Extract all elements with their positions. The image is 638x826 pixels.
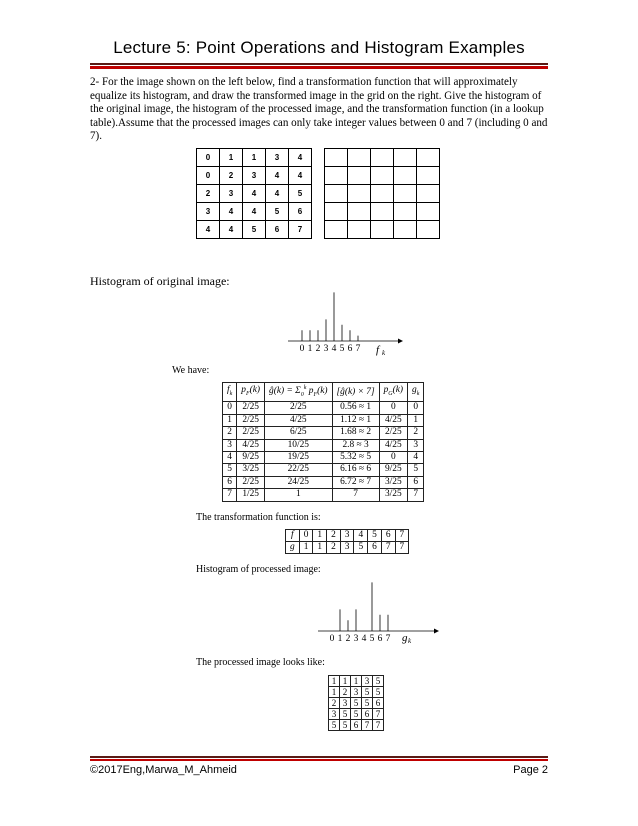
pixel-cell: 3: [266, 149, 289, 167]
transformation-table: [285, 529, 409, 554]
main-table-cell: 7: [408, 489, 424, 501]
pixel-cell: 4: [220, 221, 243, 239]
g-value-cell: 1: [299, 542, 313, 554]
empty-cell: [394, 149, 417, 167]
main-table-cell: 6.16 ≈ 6: [332, 464, 379, 476]
pixel-cell: 3: [197, 203, 220, 221]
empty-grid-row: [325, 185, 440, 203]
main-table-cell: 3/25: [379, 489, 407, 501]
processed-pixel-cell: 3: [340, 698, 351, 709]
main-table-cell: 10/25: [265, 439, 332, 451]
main-table-cell: 1: [408, 414, 424, 426]
f-label: f: [286, 530, 300, 542]
f-value-cell: 0: [299, 530, 313, 542]
pixel-cell: 4: [243, 203, 266, 221]
histogram-tick-label: 3: [353, 634, 359, 644]
axis-label: f: [376, 344, 380, 356]
pixel-cell: 1: [220, 149, 243, 167]
grid-row: [197, 149, 312, 167]
footer-copyright: ©2017Eng,Marwa_M_Ahmeid: [90, 764, 237, 776]
processed-pixel-cell: 1: [340, 676, 351, 687]
empty-cell: [348, 221, 371, 239]
pixel-cell: 4: [289, 167, 312, 185]
axis-label: g: [402, 632, 408, 644]
empty-grid-row: [325, 149, 440, 167]
pixel-cell: 6: [266, 221, 289, 239]
pixel-cell: 4: [266, 185, 289, 203]
empty-cell: [394, 221, 417, 239]
empty-cell: [394, 203, 417, 221]
main-table-cell: 1/25: [237, 489, 265, 501]
transformation-row-g: [286, 542, 409, 554]
main-table: [222, 382, 424, 502]
f-value-cell: 2: [327, 530, 341, 542]
processed-histogram-chart: [310, 580, 450, 648]
main-table-cell: 5.32 ≈ 5: [332, 452, 379, 464]
empty-cell: [371, 221, 394, 239]
histogram-tick-label: 1: [337, 634, 343, 644]
processed-pixel-cell: 3: [351, 687, 362, 698]
empty-cell: [371, 203, 394, 221]
empty-cell: [371, 149, 394, 167]
processed-pixel-cell: 5: [340, 720, 351, 731]
empty-cell: [417, 149, 440, 167]
processed-image-grid: [328, 675, 384, 731]
footer: [90, 764, 548, 776]
header-rule-red: [90, 66, 548, 69]
processed-pixel-cell: 7: [373, 720, 384, 731]
main-table-cell: 9/25: [379, 464, 407, 476]
main-table-cell: 5: [408, 464, 424, 476]
original-histogram-heading: Histogram of original image:: [90, 274, 230, 288]
main-table-cell: 1: [265, 489, 332, 501]
histogram-tick-label: 6: [377, 634, 383, 644]
histogram-tick-label: 5: [339, 344, 345, 354]
processed-pixel-cell: 5: [351, 709, 362, 720]
empty-cell: [348, 203, 371, 221]
empty-grid-row: [325, 203, 440, 221]
col-pf: $p_F(k)$: [237, 383, 265, 402]
empty-cell: [348, 149, 371, 167]
main-table-cell: 1.68 ≈ 2: [332, 427, 379, 439]
main-table-cell: 5: [223, 464, 237, 476]
original-image-grid: [196, 148, 312, 239]
main-table-cell: 7: [332, 489, 379, 501]
empty-cell: [325, 203, 348, 221]
empty-cell: [348, 185, 371, 203]
main-table-cell: 19/25: [265, 452, 332, 464]
main-table-cell: 3: [408, 439, 424, 451]
axis-subscript: k: [408, 637, 412, 645]
main-table-cell: 4/25: [379, 439, 407, 451]
transformation-row-f: [286, 530, 409, 542]
histogram-tick-label: 3: [323, 344, 329, 354]
pixel-cell: 5: [266, 203, 289, 221]
processed-pixel-cell: 5: [329, 720, 340, 731]
main-table-cell: 2/25: [265, 402, 332, 414]
main-table-cell: 2/25: [379, 427, 407, 439]
processed-image-heading: The processed image looks like:: [196, 657, 325, 668]
main-table-cell: 24/25: [265, 476, 332, 488]
processed-pixel-cell: 3: [329, 709, 340, 720]
pixel-cell: 1: [243, 149, 266, 167]
processed-pixel-cell: 5: [373, 676, 384, 687]
main-table-cell: 1.12 ≈ 1: [332, 414, 379, 426]
col-ghat: ĝ(k) = $\Sigma_0^k$ $p_F(k)$: [265, 383, 332, 402]
processed-pixel-cell: 7: [373, 709, 384, 720]
main-table-cell: 2/25: [237, 414, 265, 426]
grid-row: [197, 203, 312, 221]
processed-pixel-cell: 2: [329, 698, 340, 709]
processed-pixel-cell: 6: [351, 720, 362, 731]
g-value-cell: 5: [354, 542, 368, 554]
pixel-cell: 4: [289, 149, 312, 167]
processed-grid-row: [329, 687, 384, 698]
question-text: 2- For the image shown on the left below, find a transformation function that will approximately equalize its histogram, and draw the transformed image in the grid on the right. Give the histogram of the original image, the histogram of the processed image, and the transformation function (in a lookup table).Assume that the processed images can only take integer values between 0 and 7 (including 0 and 7).: [90, 76, 548, 143]
pixel-cell: 7: [289, 221, 312, 239]
processed-grid-row: [329, 720, 384, 731]
histogram-tick-label: 6: [347, 344, 353, 354]
col-scaled: [ĝ(k) × 7]: [332, 383, 379, 402]
main-table-cell: 3: [223, 439, 237, 451]
processed-pixel-cell: 2: [340, 687, 351, 698]
pixel-cell: 5: [243, 221, 266, 239]
main-table-cell: 3/25: [237, 464, 265, 476]
grid-row: [197, 221, 312, 239]
histogram-tick-label: 2: [315, 344, 321, 354]
processed-grid-row: [329, 676, 384, 687]
empty-cell: [417, 203, 440, 221]
axis-arrow: [434, 629, 439, 634]
empty-cell: [348, 167, 371, 185]
histogram-tick-label: 4: [331, 344, 337, 354]
g-label: g: [286, 542, 300, 554]
main-table-row: [223, 414, 424, 426]
empty-cell: [394, 167, 417, 185]
pixel-cell: 2: [197, 185, 220, 203]
we-have-label: We have:: [172, 365, 210, 376]
main-table-cell: 4/25: [237, 439, 265, 451]
page-number: Page 2: [513, 764, 548, 776]
main-table-cell: 4: [408, 452, 424, 464]
footer-rule-dark: [90, 756, 548, 758]
col-fk: $f_k$: [223, 383, 237, 402]
histogram-tick-label: 7: [355, 344, 361, 354]
processed-pixel-cell: 5: [362, 698, 373, 709]
histogram-tick-label: 0: [299, 344, 305, 354]
empty-cell: [371, 185, 394, 203]
histogram-tick-label: 1: [307, 344, 313, 354]
main-table-cell: 22/25: [265, 464, 332, 476]
main-table-cell: 6/25: [265, 427, 332, 439]
empty-cell: [325, 167, 348, 185]
processed-pixel-cell: 3: [362, 676, 373, 687]
main-table-row: [223, 489, 424, 501]
processed-pixel-cell: 6: [373, 698, 384, 709]
f-value-cell: 1: [313, 530, 327, 542]
pixel-cell: 4: [220, 203, 243, 221]
g-value-cell: 7: [381, 542, 395, 554]
main-table-cell: 2.8 ≈ 3: [332, 439, 379, 451]
empty-grid-row: [325, 167, 440, 185]
pixel-cell: 3: [243, 167, 266, 185]
main-table-cell: 2/25: [237, 427, 265, 439]
axis-arrow: [398, 339, 403, 344]
processed-pixel-cell: 1: [351, 676, 362, 687]
grid-row: [197, 185, 312, 203]
main-table-cell: 2: [408, 427, 424, 439]
main-table-cell: 1: [223, 414, 237, 426]
histogram-tick-label: 2: [345, 634, 351, 644]
f-value-cell: 3: [340, 530, 354, 542]
main-table-cell: 2/25: [237, 402, 265, 414]
main-table-cell: 2/25: [237, 476, 265, 488]
pixel-cell: 6: [289, 203, 312, 221]
histogram-tick-label: 7: [385, 634, 391, 644]
pixel-cell: 3: [220, 185, 243, 203]
empty-cell: [325, 185, 348, 203]
empty-grid-row: [325, 221, 440, 239]
g-value-cell: 6: [368, 542, 382, 554]
processed-pixel-cell: 1: [329, 687, 340, 698]
histogram-tick-label: 0: [329, 634, 335, 644]
processed-pixel-cell: 1: [329, 676, 340, 687]
original-histogram-chart: [280, 290, 410, 358]
main-table-row: [223, 427, 424, 439]
processed-pixel-cell: 5: [362, 687, 373, 698]
processed-grid-row: [329, 709, 384, 720]
main-table-cell: 0: [223, 402, 237, 414]
col-pg: $p_G(k)$: [379, 383, 407, 402]
processed-histogram-heading: Histogram of processed image:: [196, 564, 321, 575]
g-value-cell: 7: [395, 542, 409, 554]
f-value-cell: 7: [395, 530, 409, 542]
empty-cell: [325, 149, 348, 167]
histogram-tick-label: 4: [361, 634, 367, 644]
main-table-cell: 3/25: [379, 476, 407, 488]
main-table-cell: 6: [223, 476, 237, 488]
pixel-cell: 0: [197, 149, 220, 167]
transformation-heading: The transformation function is:: [196, 512, 321, 523]
main-table-cell: 0: [379, 452, 407, 464]
empty-cell: [417, 167, 440, 185]
pixel-cell: 0: [197, 167, 220, 185]
empty-output-grid: [324, 148, 440, 239]
pixel-cell: 4: [197, 221, 220, 239]
processed-pixel-cell: 6: [362, 709, 373, 720]
f-value-cell: 5: [368, 530, 382, 542]
main-table-cell: 0: [379, 402, 407, 414]
f-value-cell: 6: [381, 530, 395, 542]
pixel-cell: 2: [220, 167, 243, 185]
empty-cell: [371, 167, 394, 185]
g-value-cell: 3: [340, 542, 354, 554]
g-value-cell: 2: [327, 542, 341, 554]
empty-cell: [394, 185, 417, 203]
main-table-cell: 7: [223, 489, 237, 501]
pixel-cell: 4: [266, 167, 289, 185]
pixel-cell: 4: [243, 185, 266, 203]
header-rule-dark: [90, 63, 548, 65]
axis-subscript: k: [382, 349, 386, 357]
main-table-row: [223, 476, 424, 488]
main-table-row: [223, 402, 424, 414]
main-table-cell: 0.56 ≈ 1: [332, 402, 379, 414]
processed-grid-row: [329, 698, 384, 709]
main-table-cell: 9/25: [237, 452, 265, 464]
empty-cell: [417, 185, 440, 203]
histogram-tick-label: 5: [369, 634, 375, 644]
page-title: Lecture 5: Point Operations and Histogram Examples: [113, 38, 525, 57]
processed-pixel-cell: 5: [373, 687, 384, 698]
col-gk: $g_k$: [408, 383, 424, 402]
empty-cell: [325, 221, 348, 239]
main-table-cell: 2: [223, 427, 237, 439]
grid-row: [197, 167, 312, 185]
main-table-row: [223, 452, 424, 464]
main-table-cell: 6: [408, 476, 424, 488]
footer-rule-red: [90, 759, 548, 761]
processed-pixel-cell: 5: [351, 698, 362, 709]
processed-pixel-cell: 7: [362, 720, 373, 731]
main-table-row: [223, 439, 424, 451]
f-value-cell: 4: [354, 530, 368, 542]
main-table-cell: 4: [223, 452, 237, 464]
main-table-row: [223, 464, 424, 476]
pixel-cell: 5: [289, 185, 312, 203]
main-table-cell: 6.72 ≈ 7: [332, 476, 379, 488]
empty-cell: [417, 221, 440, 239]
main-table-cell: 4/25: [379, 414, 407, 426]
g-value-cell: 1: [313, 542, 327, 554]
main-table-cell: 0: [408, 402, 424, 414]
main-table-cell: 4/25: [265, 414, 332, 426]
processed-pixel-cell: 5: [340, 709, 351, 720]
main-table-header-row: [223, 383, 424, 402]
